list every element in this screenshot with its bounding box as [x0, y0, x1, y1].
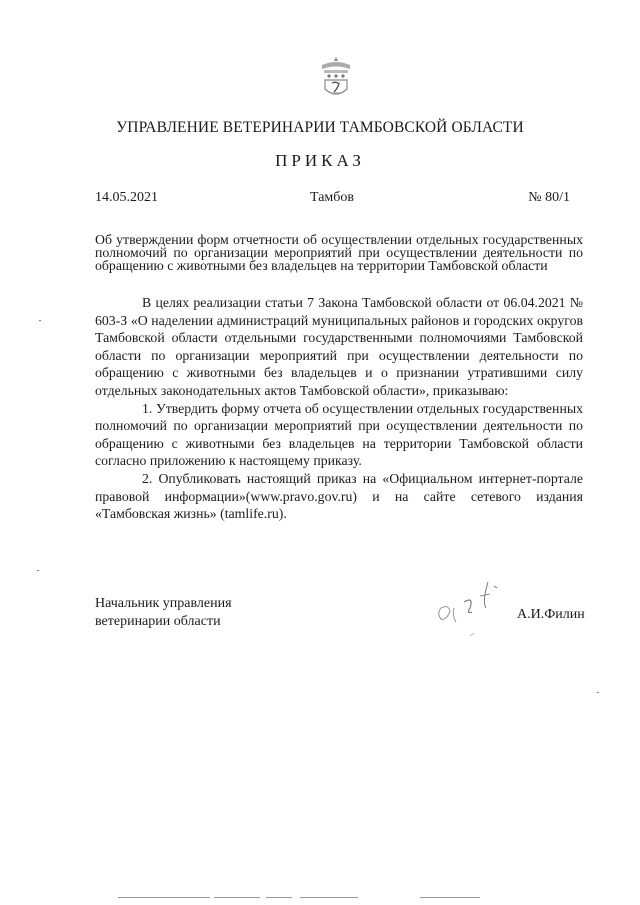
order-body [95, 294, 583, 523]
scan-edge-line [420, 897, 480, 898]
order-date: 14.05.2021 [95, 190, 158, 205]
scan-speck [37, 570, 39, 571]
scan-speck [39, 320, 41, 321]
scan-edge-line [300, 897, 358, 898]
signatory-title [95, 595, 232, 631]
signatory-title-line-2: ветеринарии области [95, 614, 221, 629]
signatory-name: А.И.Филин [517, 607, 585, 622]
scan-speck [597, 692, 599, 693]
order-item-2: 2. Опубликовать настоящий приказ на «Официальном интернет-портале правовой информации»(www.pravo.gov.ru) и на сайте сетевого издания «Тамбовская жизнь» (tamlife.ru). [95, 470, 583, 522]
scan-edge-line [266, 897, 292, 898]
coat-of-arms-emblem [318, 55, 354, 101]
organization-title: УПРАВЛЕНИЕ ВЕТЕРИНАРИИ ТАМБОВСКОЙ ОБЛАСТИ [116, 119, 524, 136]
order-subject: Об утверждении форм отчетности об осуществлении отдельных государственных полномочий по организации мероприятий при осуществлении деятельности по обращению с животными без владельцев на территории Тамбовской области [95, 232, 583, 273]
scan-edge-line [214, 897, 260, 898]
order-item-1: 1. Утвердить форму отчета об осуществлении отдельных государственных полномочий по организации мероприятий при осуществлении деятельности по обращению с животными без владельцев на территории Тамбовской области согласно приложению к настоящему приказу. [95, 400, 583, 469]
signatory-title-line-1: Начальник управления [95, 596, 232, 611]
order-city: Тамбов [310, 190, 355, 205]
order-number: № 80/1 [528, 190, 570, 205]
scan-edge-line [118, 897, 210, 898]
handwritten-signature [428, 578, 518, 648]
document-type: ПРИКАЗ [275, 151, 365, 170]
order-preamble: В целях реализации статьи 7 Закона Тамбовской области от 06.04.2021 № 603-З «О наделении администраций муниципальных районов и городских округов Тамбовской области отдельными государственными полномочиями Тамбовской области по организации мероприятий при осуществлении деятельности по обращению с животными без владельцев и о признании утратившими силу отдельных законодательных актов Тамбовской области», приказываю: [95, 295, 583, 398]
